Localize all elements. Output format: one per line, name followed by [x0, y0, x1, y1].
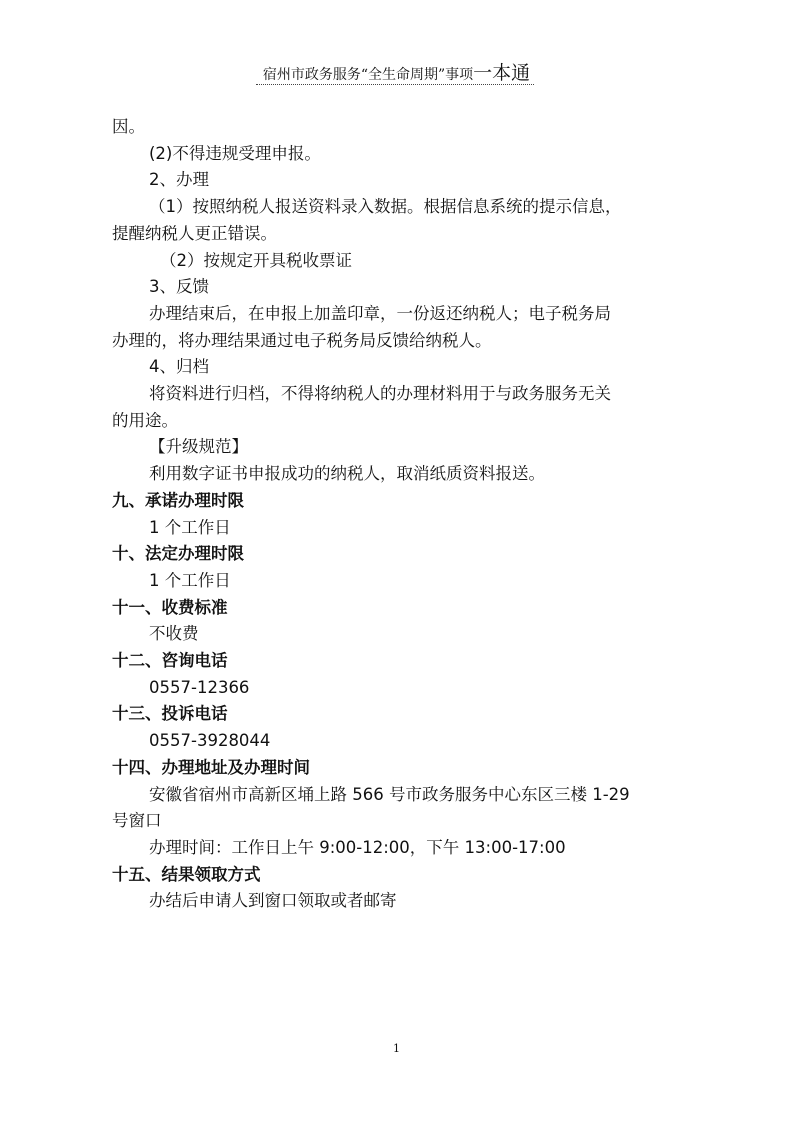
text-line: 办理的，将办理结果通过电子税务局反馈给纳税人。: [112, 330, 492, 350]
text-line: 利用数字证书申报成功的纳税人，取消纸质资料报送。: [149, 464, 545, 484]
page-header: [0, 58, 793, 85]
text-line: 2、办理: [149, 170, 209, 190]
document-body: [112, 114, 687, 915]
text-line: 的用途。: [112, 410, 178, 430]
section-heading: 十三、投诉电话: [112, 704, 228, 724]
section-heading: 十四、办理地址及办理时间: [112, 757, 310, 777]
text-line: 0557-12366: [149, 677, 250, 697]
text-line: 4、归档: [149, 357, 209, 377]
text-line: 1 个工作日: [149, 517, 231, 537]
text-line: 将资料进行归档，不得将纳税人的办理材料用于与政务服务无关: [149, 384, 611, 404]
text-line: 不收费: [149, 624, 199, 644]
text-line: 办结后申请人到窗口领取或者邮寄: [149, 891, 397, 911]
text-line: （1）按照纳税人报送资料录入数据。根据信息系统的提示信息，: [149, 197, 622, 217]
section-heading: 十一、收费标准: [112, 597, 228, 617]
header-title-small: 宿州市政务服务“全生命周期”事项: [262, 67, 474, 83]
section-heading: 十、法定办理时限: [112, 544, 244, 564]
text-line: 提醒纳税人更正错误。: [112, 223, 277, 243]
section-heading: 十五、结果领取方式: [112, 864, 261, 884]
text-line: 办理结束后，在申报上加盖印章，一份返还纳税人；电子税务局: [149, 303, 611, 323]
header-title-big: 一本通: [473, 62, 531, 84]
page-number: 1: [393, 1042, 400, 1055]
section-heading: 十二、咨询电话: [112, 651, 228, 671]
text-line: 【升级规范】: [149, 437, 248, 457]
text-line: 0557-3928044: [149, 731, 271, 751]
text-line: (2)不得违规受理申报。: [149, 143, 321, 163]
text-line: 因。: [112, 117, 145, 136]
text-line: （2）按规定开具税收票证: [160, 250, 352, 270]
text-line: 3、反馈: [149, 277, 209, 297]
text-line: 1 个工作日: [149, 570, 231, 590]
header-rule: [256, 84, 534, 85]
text-line: 办理时间：工作日上午 9:00-12:00，下午 13:00-17:00: [149, 837, 566, 857]
text-line: 安徽省宿州市高新区埇上路 566 号市政务服务中心东区三楼 1-29: [149, 784, 630, 804]
section-heading: 九、承诺办理时限: [112, 490, 244, 510]
text-line: 号窗口: [112, 811, 162, 831]
